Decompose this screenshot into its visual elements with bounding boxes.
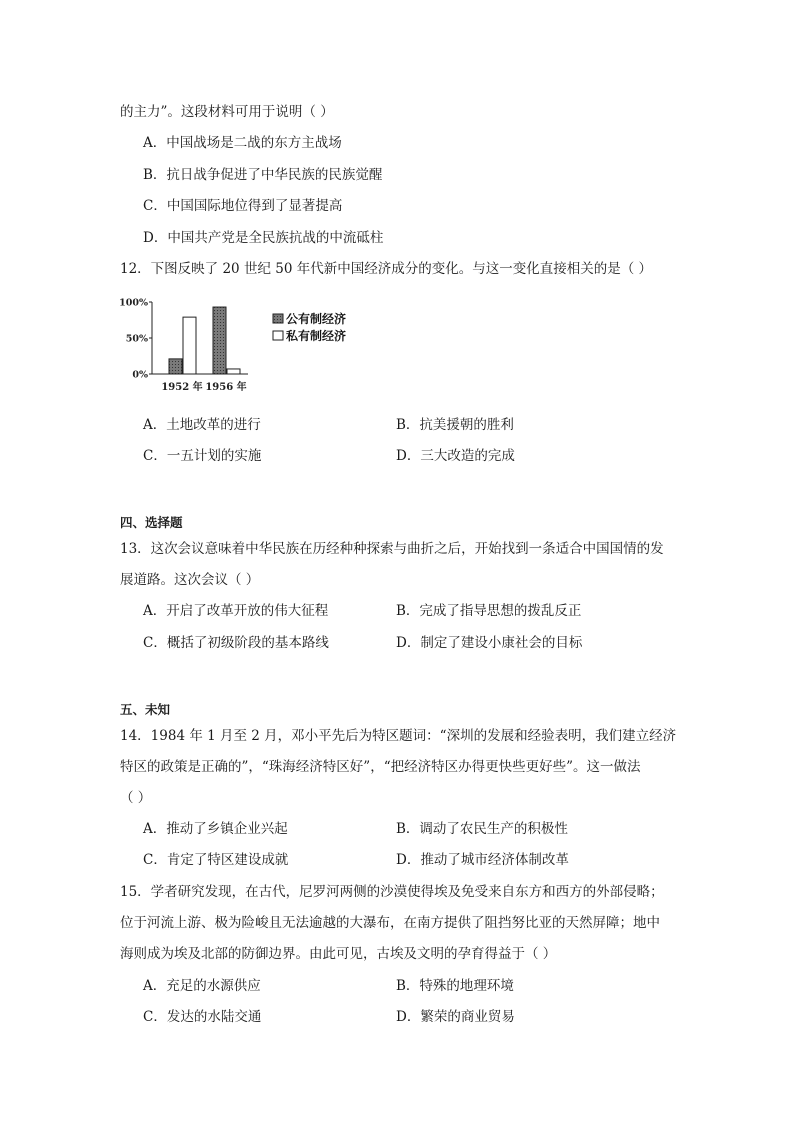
section5-heading: 五、未知 [120,702,171,717]
q14-option-a: A．推动了乡镇企业兴起 [143,821,288,837]
x-tick-label: 1952 年 [161,382,203,393]
q15-option-d: D．繁荣的商业贸易 [396,1009,515,1025]
q15-stem-line3: 海则成为埃及北部的防御边界。由此可见，古埃及文明的孕育得益于（ ） [120,946,557,962]
q13-stem-line1: 13．这次会议意味着中华民族在历经种种探索与曲折之后，开始找到一条适合中国国情的发 [120,541,664,557]
legend-label-public: 公有制经济 [286,312,347,326]
q12-option-d: D．三大改造的完成 [396,448,515,464]
q14-stem-line1: 14．1984 年 1 月至 2 月，邓小平先后为特区题词：“深圳的发展和经验表明，我们建立经济 [120,728,677,744]
q13-option-b: B．完成了指导思想的拨乱反正 [396,603,582,619]
section4-heading: 四、选择题 [120,515,183,530]
q14-stem-line3: （ ） [120,790,152,806]
legend-swatch-private [273,331,283,340]
q12-option-b: B．抗美援朝的胜利 [396,417,514,433]
y-tick-label: 100% [119,297,148,309]
economy-composition-chart [118,292,378,402]
q15-stem-line2: 位于河流上游、极为险峻且无法逾越的大瀑布，在南方提供了阻挡努比亚的天然屏障；地中 [120,915,660,931]
legend-swatch-public [273,314,283,323]
q14-stem-line2: 特区的政策是正确的”，“珠海经济特区好”，“把经济特区办得更快些更好些”。这一做法 [120,759,641,775]
bar-public-0 [169,359,182,374]
q15-option-b: B．特殊的地理环境 [396,978,514,994]
q15-stem-line1: 15．学者研究发现，在古代，尼罗河两侧的沙漠使得埃及免受来自东方和西方的外部侵略； [120,884,664,900]
q11-stem-tail: 的主力”。这段材料可用于说明（ ） [120,104,334,120]
q12-option-c: C．一五计划的实施 [143,448,262,464]
q15-option-a: A．充足的水源供应 [143,978,261,994]
q11-option-c: C．中国国际地位得到了显著提高 [143,198,343,214]
x-tick-label: 1956 年 [205,382,247,393]
q11-option-d: D．中国共产党是全民族抗战的中流砥柱 [143,230,384,246]
q14-option-d: D．推动了城市经济体制改革 [396,852,569,868]
bar-private-1 [227,369,240,374]
legend-label-private: 私有制经济 [286,329,347,343]
y-tick-label: 50% [125,333,148,345]
q12-stem: 12．下图反映了 20 世纪 50 年代新中国经济成分的变化。与这一变化直接相关的是（ ） [120,261,652,277]
q13-stem-line2: 展道路。这次会议（ ） [120,572,260,588]
q13-option-d: D．制定了建设小康社会的目标 [396,635,583,651]
bar-public-1 [213,307,226,374]
q15-option-c: C．发达的水陆交通 [143,1009,262,1025]
bar-private-0 [183,317,196,374]
q14-option-c: C．肯定了特区建设成就 [143,852,289,868]
q13-option-a: A．开启了改革开放的伟大征程 [143,603,329,619]
y-tick-label: 0% [132,369,148,381]
q12-option-a: A．土地改革的进行 [143,417,261,433]
q14-option-b: B．调动了农民生产的积极性 [396,821,568,837]
q13-option-c: C．概括了初级阶段的基本路线 [143,635,329,651]
q11-option-b: B．抗日战争促进了中华民族的民族觉醒 [143,167,383,183]
q11-option-a: A．中国战场是二战的东方主战场 [143,135,342,151]
